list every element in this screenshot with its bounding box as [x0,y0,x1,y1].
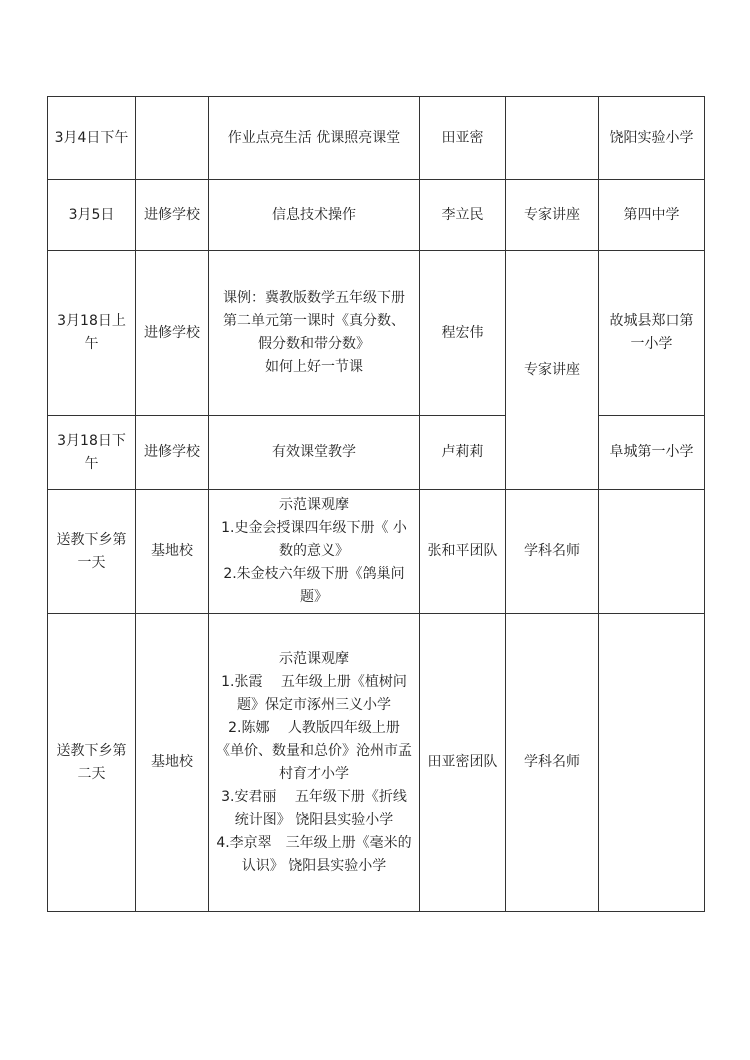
time-cell: 送教下乡第二天 [48,614,136,912]
content-line: 示范课观摩 [279,650,349,667]
schedule-table [47,96,705,912]
content-cell [209,490,420,614]
location-cell: 基地校 [136,490,209,614]
teacher-cell: 卢莉莉 [420,416,506,490]
content-line: 3.安君丽 五年级下册《折线统计图》 饶阳县实验小学 [221,788,407,828]
teacher-cell: 张和平团队 [420,490,506,614]
content-line: 1.史金会授课四年级下册《 小数的意义》 [221,520,407,559]
content-line: 示范课观摩 [279,497,349,513]
location-cell: 基地校 [136,614,209,912]
table-row [48,416,705,490]
table-row [48,97,705,180]
location-cell: 进修学校 [136,251,209,416]
unit-cell [599,490,705,614]
content-line: 2.朱金枝六年级下册《鸽巢问题》 [223,566,405,605]
time-cell: 3月18日下午 [48,416,136,490]
content-cell: 有效课堂教学 [209,416,420,490]
teacher-cell: 田亚密 [420,97,506,180]
teacher-cell: 田亚密团队 [420,614,506,912]
location-cell: 进修学校 [136,180,209,251]
teacher-cell: 李立民 [420,180,506,251]
content-line: 第二单元第一课时《真分数、 [223,313,405,329]
content-line: 假分数和带分数》 [258,336,370,352]
content-cell: 作业点亮生活 优课照亮课堂 [209,97,420,180]
type-cell: 专家讲座 [506,180,599,251]
content-cell [209,614,420,912]
table-row [48,614,705,912]
teacher-cell: 程宏伟 [420,251,506,416]
content-cell: 信息技术操作 [209,180,420,251]
table-row [48,490,705,614]
content-line: 4.李京翠 三年级上册《毫米的认识》 饶阳县实验小学 [216,834,412,874]
type-cell: 专家讲座 [506,251,599,490]
unit-cell: 阜城第一小学 [599,416,705,490]
table-row [48,251,705,416]
content-line: 2.陈娜 人教版四年级上册《单价、数量和总价》沧州市孟村育才小学 [216,719,412,782]
unit-cell: 第四中学 [599,180,705,251]
content-line: 1.张霞 五年级上册《植树问题》保定市涿州三义小学 [221,673,407,713]
type-cell: 学科名师 [506,614,599,912]
content-line: 如何上好一节课 [265,359,363,375]
time-cell: 3月18日上午 [48,251,136,416]
unit-cell [599,614,705,912]
time-cell: 3月4日下午 [48,97,136,180]
content-line: 课例：冀教版数学五年级下册 [223,290,405,306]
time-cell: 3月5日 [48,180,136,251]
time-cell: 送教下乡第一天 [48,490,136,614]
table-row [48,180,705,251]
location-cell [136,97,209,180]
type-cell: 学科名师 [506,490,599,614]
unit-cell: 饶阳实验小学 [599,97,705,180]
unit-cell: 故城县郑口第一小学 [599,251,705,416]
type-cell [506,97,599,180]
location-cell: 进修学校 [136,416,209,490]
content-cell [209,251,420,416]
